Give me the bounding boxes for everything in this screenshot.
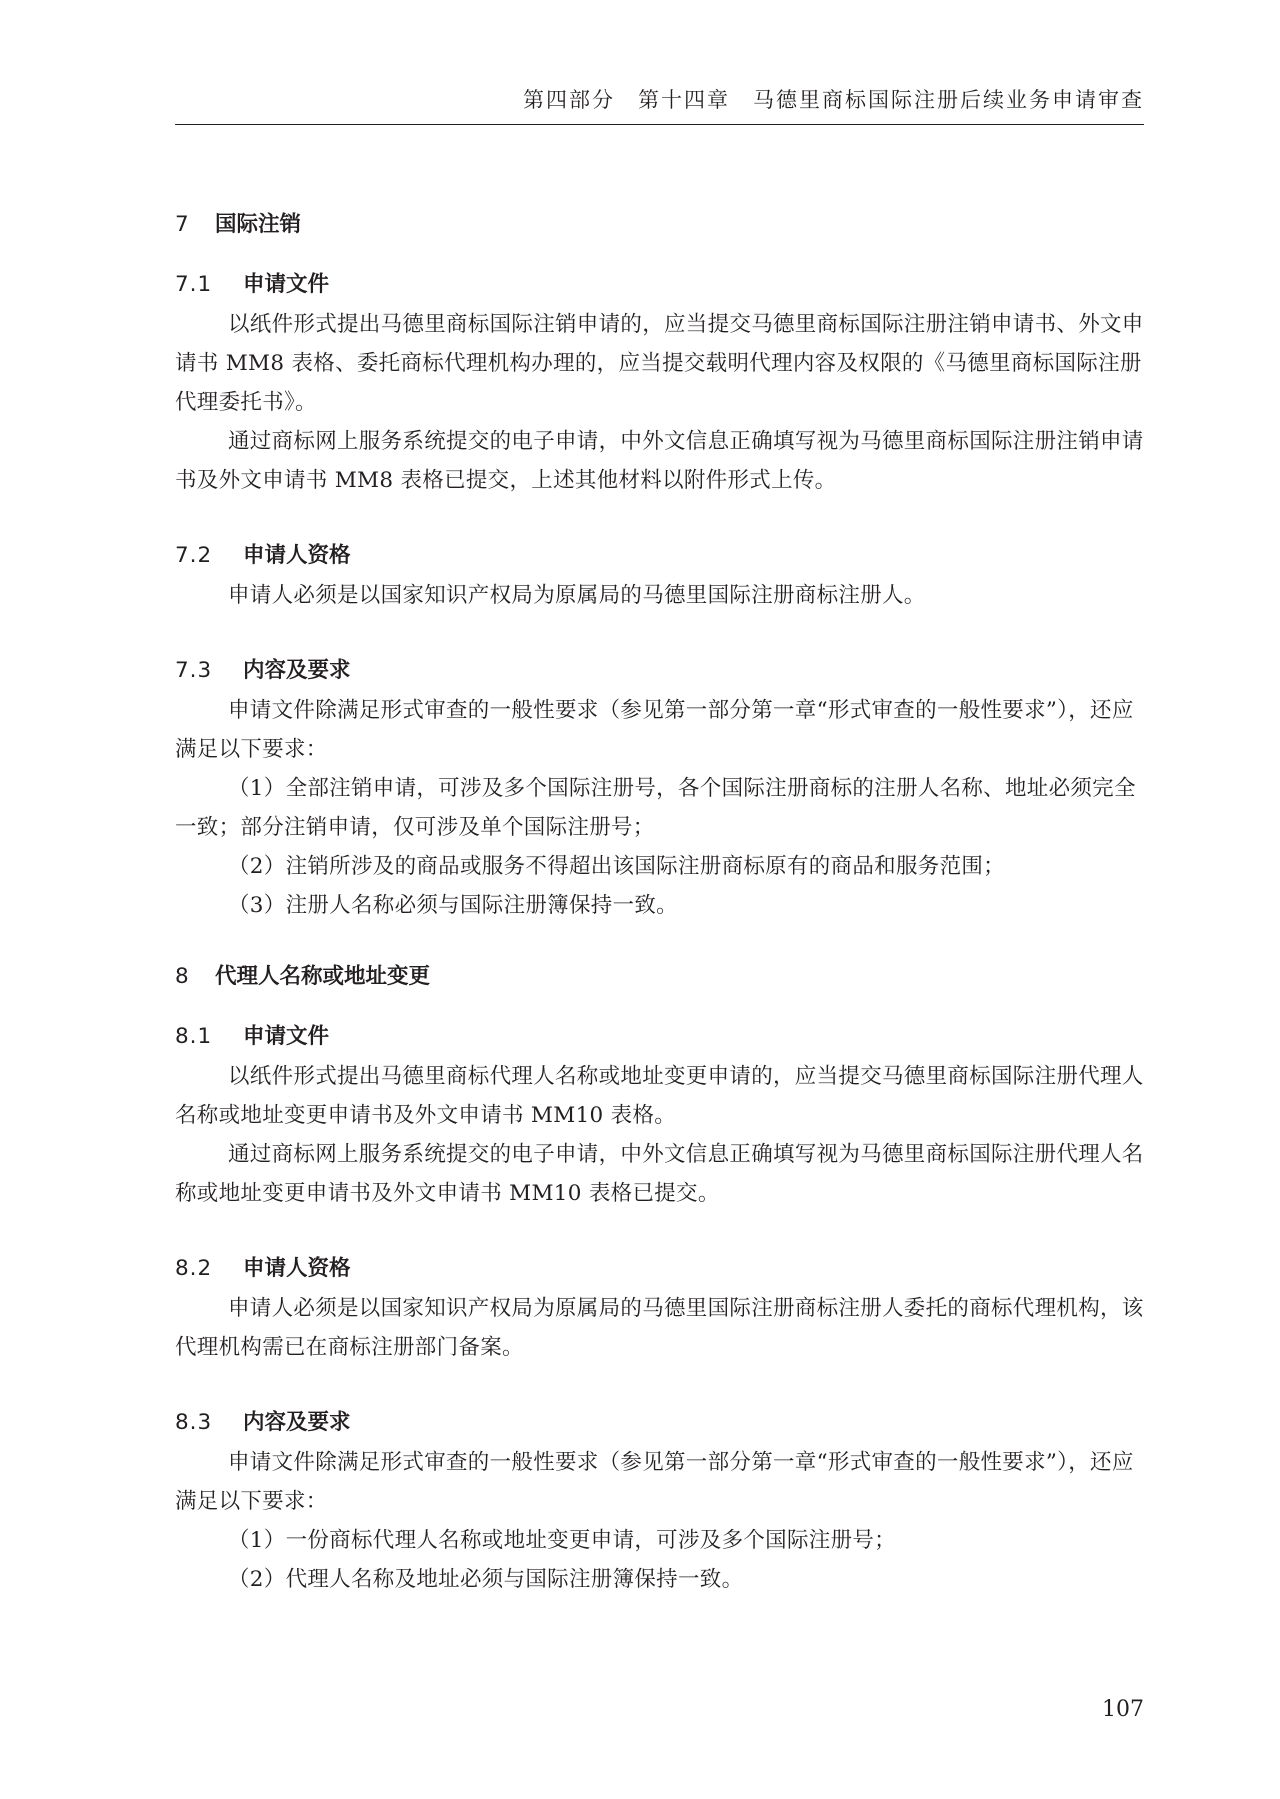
list-item: （3）注册人名称必须与国际注册簿保持一致。 xyxy=(228,893,678,918)
subsection-7-3-heading xyxy=(175,651,1144,691)
paragraph: 申请人必须是以国家知识产权局为原属局的马德里国际注册商标注册人。 xyxy=(228,583,926,608)
subsection-title: 申请人资格 xyxy=(243,543,351,568)
running-header-title: 第四部分 第十四章 马德里商标国际注册后续业务申请审查 xyxy=(523,88,1144,112)
subsection-number: 7.1 xyxy=(175,272,213,297)
subsection-8-3-heading xyxy=(175,1403,1144,1443)
section-number: 7 xyxy=(175,212,190,237)
subsection-7-1-heading xyxy=(175,265,1144,305)
list-item: （1）一份商标代理人名称或地址变更申请，可涉及多个国际注册号； xyxy=(228,1528,896,1553)
paragraph: 以纸件形式提出马德里商标代理人名称或地址变更申请的，应当提交马德里商标国际注册代理人名称或地址变更申请书及外文申请书 MM10 表格。 xyxy=(175,1064,1144,1128)
subsection-number: 8.2 xyxy=(175,1256,213,1281)
section-8-heading xyxy=(175,957,1144,997)
paragraph: 通过商标网上服务系统提交的电子申请，中外文信息正确填写视为马德里商标国际注册代理人名称或地址变更申请书及外文申请书 MM10 表格已提交。 xyxy=(175,1142,1144,1206)
paragraph: 申请文件除满足形式审查的一般性要求（参见第一部分第一章“形式审查的一般性要求”），还应满足以下要求： xyxy=(175,1450,1134,1514)
list-item: （2）注销所涉及的商品或服务不得超出该国际注册商标原有的商品和服务范围； xyxy=(228,854,1005,879)
page-number: 107 xyxy=(1102,1697,1144,1722)
subsection-title: 申请文件 xyxy=(243,272,330,297)
paragraph: 通过商标网上服务系统提交的电子申请，中外文信息正确填写视为马德里商标国际注册注销申请书及外文申请书 MM8 表格已提交，上述其他材料以附件形式上传。 xyxy=(175,429,1144,493)
subsection-number: 8.1 xyxy=(175,1024,213,1049)
section-7-heading xyxy=(175,205,1144,245)
page-body xyxy=(175,205,1144,1599)
subsection-title: 申请人资格 xyxy=(243,1256,351,1281)
subsection-7-2-heading xyxy=(175,536,1144,576)
subsection-8-1-heading xyxy=(175,1017,1144,1057)
running-header xyxy=(175,82,1144,125)
subsection-title: 内容及要求 xyxy=(243,658,351,683)
list-item: （1）全部注销申请，可涉及多个国际注册号，各个国际注册商标的注册人名称、地址必须完全一致；部分注销申请，仅可涉及单个国际注册号； xyxy=(175,776,1136,840)
subsection-number: 8.3 xyxy=(175,1410,213,1435)
paragraph: 申请人必须是以国家知识产权局为原属局的马德里国际注册商标注册人委托的商标代理机构，该代理机构需已在商标注册部门备案。 xyxy=(175,1296,1144,1360)
list-item: （2）代理人名称及地址必须与国际注册簿保持一致。 xyxy=(228,1567,744,1592)
section-number: 8 xyxy=(175,964,190,989)
subsection-number: 7.3 xyxy=(175,658,213,683)
subsection-8-2-heading xyxy=(175,1249,1144,1289)
section-title: 国际注销 xyxy=(215,212,302,237)
paragraph: 申请文件除满足形式审查的一般性要求（参见第一部分第一章“形式审查的一般性要求”），还应满足以下要求： xyxy=(175,698,1134,762)
paragraph: 以纸件形式提出马德里商标国际注销申请的，应当提交马德里商标国际注册注销申请书、外文申请书 MM8 表格、委托商标代理机构办理的，应当提交载明代理内容及权限的《马德里商标国际注册代理委托书》。 xyxy=(175,312,1144,415)
subsection-title: 内容及要求 xyxy=(243,1410,351,1435)
section-title: 代理人名称或地址变更 xyxy=(215,964,431,989)
subsection-title: 申请文件 xyxy=(243,1024,330,1049)
subsection-number: 7.2 xyxy=(175,543,213,568)
